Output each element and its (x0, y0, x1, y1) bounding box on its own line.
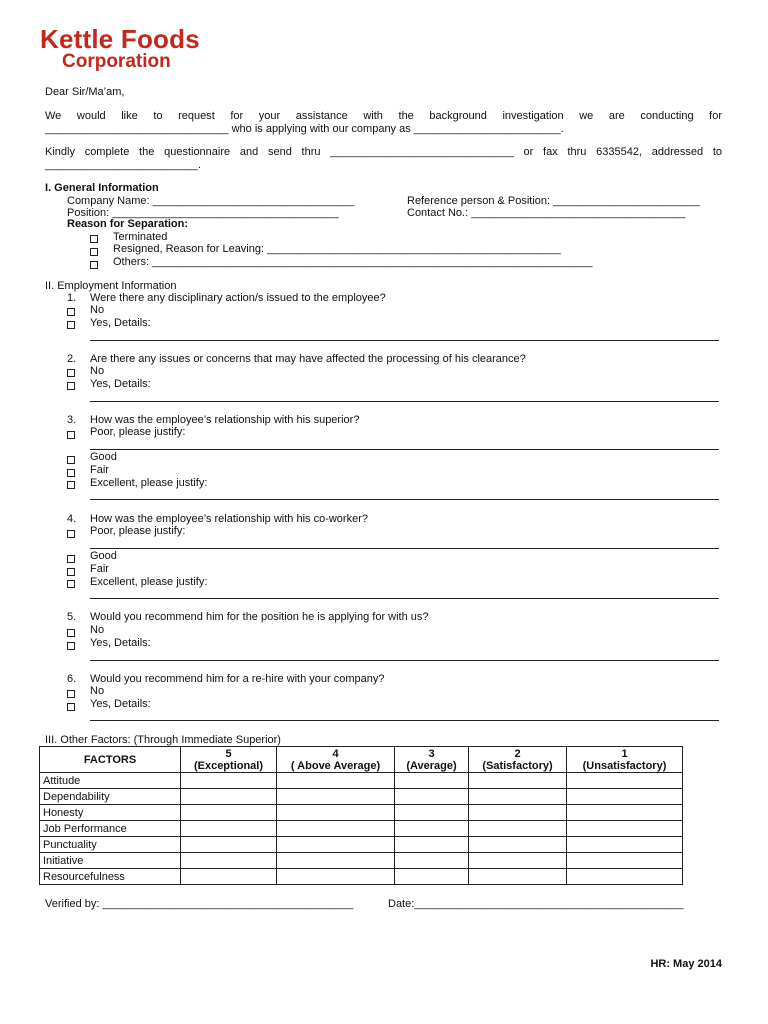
rating-cell[interactable] (469, 789, 567, 805)
q2-option-yes: Yes, Details: (90, 378, 151, 390)
q4-checkbox-fair[interactable] (67, 567, 75, 579)
rating-cell[interactable] (395, 805, 469, 821)
q1-answer-line[interactable] (90, 340, 719, 341)
q3-poor-answer-line[interactable] (90, 449, 719, 450)
factor-row (40, 805, 683, 821)
header-rating-1: 1 (Unsatisfactory) (567, 747, 683, 773)
q2-answer-line[interactable] (90, 401, 719, 402)
salutation: Dear Sir/Ma’am, (45, 86, 125, 98)
q3-checkbox-fair[interactable] (67, 468, 75, 480)
q3-checkbox-excellent[interactable] (67, 480, 75, 492)
q2-option-no: No (90, 365, 105, 377)
question-6-number: 6. (67, 673, 77, 685)
factor-label: Dependability (40, 789, 181, 805)
rating-cell[interactable] (469, 773, 567, 789)
header-factors: FACTORS (40, 747, 181, 773)
rating-cell[interactable] (277, 773, 395, 789)
factor-label: Punctuality (40, 837, 181, 853)
checkbox-others[interactable] (90, 260, 98, 272)
rating-cell[interactable] (277, 853, 395, 869)
q1-checkbox-yes[interactable] (67, 320, 75, 332)
rating-cell[interactable] (181, 805, 277, 821)
header-rating-4: 4 ( Above Average) (277, 747, 395, 773)
rating-cell[interactable] (277, 869, 395, 885)
rating-cell[interactable] (181, 837, 277, 853)
section-2-title: II. Employment Information (45, 280, 177, 292)
q4-checkbox-poor[interactable] (67, 529, 75, 541)
rating-cell[interactable] (567, 853, 683, 869)
paragraph-1-line-1: We would like to request for your assistance with the background investigation we are conducting for (45, 110, 722, 122)
q4-excellent-answer-line[interactable] (90, 598, 719, 599)
factor-label: Initiative (40, 853, 181, 869)
rating-cell[interactable] (395, 853, 469, 869)
q2-checkbox-yes[interactable] (67, 381, 75, 393)
rating-cell[interactable] (469, 869, 567, 885)
rating-cell[interactable] (395, 837, 469, 853)
header-rating-5: 5 (Exceptional) (181, 747, 277, 773)
rating-cell[interactable] (395, 773, 469, 789)
question-3-text: How was the employee’s relationship with his superior? (90, 414, 360, 426)
header-rating-2: 2 (Satisfactory) (469, 747, 567, 773)
q3-excellent-answer-line[interactable] (90, 499, 719, 500)
option-others: Others: ________________________________________________________________________ (113, 256, 593, 268)
q5-option-no: No (90, 624, 105, 636)
rating-cell[interactable] (395, 821, 469, 837)
q5-option-yes: Yes, Details: (90, 637, 151, 649)
rating-cell[interactable] (277, 805, 395, 821)
factor-row (40, 789, 683, 805)
rating-cell[interactable] (469, 821, 567, 837)
separation-title: Reason for Separation: (67, 218, 189, 230)
question-4-text: How was the employee’s relationship with his co-worker? (90, 513, 368, 525)
q4-option-fair: Fair (90, 563, 109, 575)
factors-header-row (40, 747, 683, 773)
q4-poor-answer-line[interactable] (90, 548, 719, 549)
rating-cell[interactable] (567, 805, 683, 821)
q5-checkbox-no[interactable] (67, 628, 75, 640)
rating-cell[interactable] (181, 789, 277, 805)
factor-row (40, 821, 683, 837)
q5-answer-line[interactable] (90, 660, 719, 661)
q3-checkbox-poor[interactable] (67, 430, 75, 442)
factors-rating-table (39, 746, 683, 885)
q3-option-excellent: Excellent, please justify: (90, 477, 208, 489)
factor-row (40, 837, 683, 853)
q4-option-poor: Poor, please justify: (90, 525, 186, 537)
q1-option-yes: Yes, Details: (90, 317, 151, 329)
factor-label: Resourcefulness (40, 869, 181, 885)
paragraph-2-line-1: Kindly complete the questionnaire and send thru ______________________________ or fax thru 6335542, addressed to (45, 146, 722, 158)
company-name-field[interactable]: Company Name: _________________________________ (67, 195, 355, 207)
q6-checkbox-yes[interactable] (67, 702, 75, 714)
factor-row (40, 853, 683, 869)
rating-cell[interactable] (277, 837, 395, 853)
option-resigned: Resigned, Reason for Leaving: ________________________________________________ (113, 243, 561, 255)
question-2-number: 2. (67, 353, 77, 365)
section-3-title: III. Other Factors: (Through Immediate Superior) (45, 734, 281, 746)
rating-cell[interactable] (567, 773, 683, 789)
q6-checkbox-no[interactable] (67, 689, 75, 701)
rating-cell[interactable] (567, 837, 683, 853)
position-field[interactable]: Position: _____________________________________ (67, 207, 339, 219)
question-1-number: 1. (67, 292, 77, 304)
factor-label: Job Performance (40, 821, 181, 837)
factor-label: Attitude (40, 773, 181, 789)
q6-option-yes: Yes, Details: (90, 698, 151, 710)
q1-checkbox-no[interactable] (67, 307, 75, 319)
question-5-number: 5. (67, 611, 77, 623)
rating-cell[interactable] (181, 773, 277, 789)
logo-line-2: Corporation (62, 51, 171, 72)
question-3-number: 3. (67, 414, 77, 426)
q3-option-good: Good (90, 451, 117, 463)
rating-cell[interactable] (181, 869, 277, 885)
rating-cell[interactable] (395, 789, 469, 805)
factor-row (40, 869, 683, 885)
verified-by-field[interactable]: Verified by: _________________________________________ (45, 898, 354, 910)
q6-option-no: No (90, 685, 105, 697)
rating-cell[interactable] (181, 821, 277, 837)
logo-line-1: Kettle Foods (40, 24, 200, 54)
q4-checkbox-good[interactable] (67, 554, 75, 566)
q1-option-no: No (90, 304, 105, 316)
checkbox-terminated[interactable] (90, 234, 98, 246)
rating-cell[interactable] (567, 789, 683, 805)
paragraph-1-line-2: ______________________________ who is applying with our company as ________________________. (45, 123, 564, 135)
factor-row (40, 773, 683, 789)
q3-option-poor: Poor, please justify: (90, 426, 186, 438)
q3-checkbox-good[interactable] (67, 455, 75, 467)
contact-no-field[interactable]: Contact No.: ___________________________________ (407, 207, 686, 219)
rating-cell[interactable] (469, 853, 567, 869)
section-1-title: I. General Information (45, 182, 159, 194)
q6-answer-line[interactable] (90, 720, 719, 721)
question-1-text: Were there any disciplinary action/s issued to the employee? (90, 292, 386, 304)
rating-cell[interactable] (567, 821, 683, 837)
rating-cell[interactable] (567, 869, 683, 885)
checkbox-resigned[interactable] (90, 247, 98, 259)
rating-cell[interactable] (469, 837, 567, 853)
header-rating-3: 3 (Average) (395, 747, 469, 773)
rating-cell[interactable] (277, 821, 395, 837)
question-4-number: 4. (67, 513, 77, 525)
q5-checkbox-yes[interactable] (67, 641, 75, 653)
rating-cell[interactable] (181, 853, 277, 869)
q4-option-excellent: Excellent, please justify: (90, 576, 208, 588)
rating-cell[interactable] (469, 805, 567, 821)
reference-person-field[interactable]: Reference person & Position: ________________________ (407, 195, 700, 207)
option-terminated: Terminated (113, 231, 168, 243)
rating-cell[interactable] (277, 789, 395, 805)
footer-revision: HR: May 2014 (650, 958, 722, 970)
question-6-text: Would you recommend him for a re-hire with your company? (90, 673, 385, 685)
paragraph-2-line-2: _________________________. (45, 159, 201, 171)
q2-checkbox-no[interactable] (67, 368, 75, 380)
company-logo (40, 26, 228, 76)
factor-label: Honesty (40, 805, 181, 821)
q4-checkbox-excellent[interactable] (67, 579, 75, 591)
q3-option-fair: Fair (90, 464, 109, 476)
question-2-text: Are there any issues or concerns that may have affected the processing of his clearance? (90, 353, 526, 365)
rating-cell[interactable] (395, 869, 469, 885)
question-5-text: Would you recommend him for the position he is applying for with us? (90, 611, 429, 623)
date-field[interactable]: Date:____________________________________________ (388, 898, 684, 910)
q4-option-good: Good (90, 550, 117, 562)
